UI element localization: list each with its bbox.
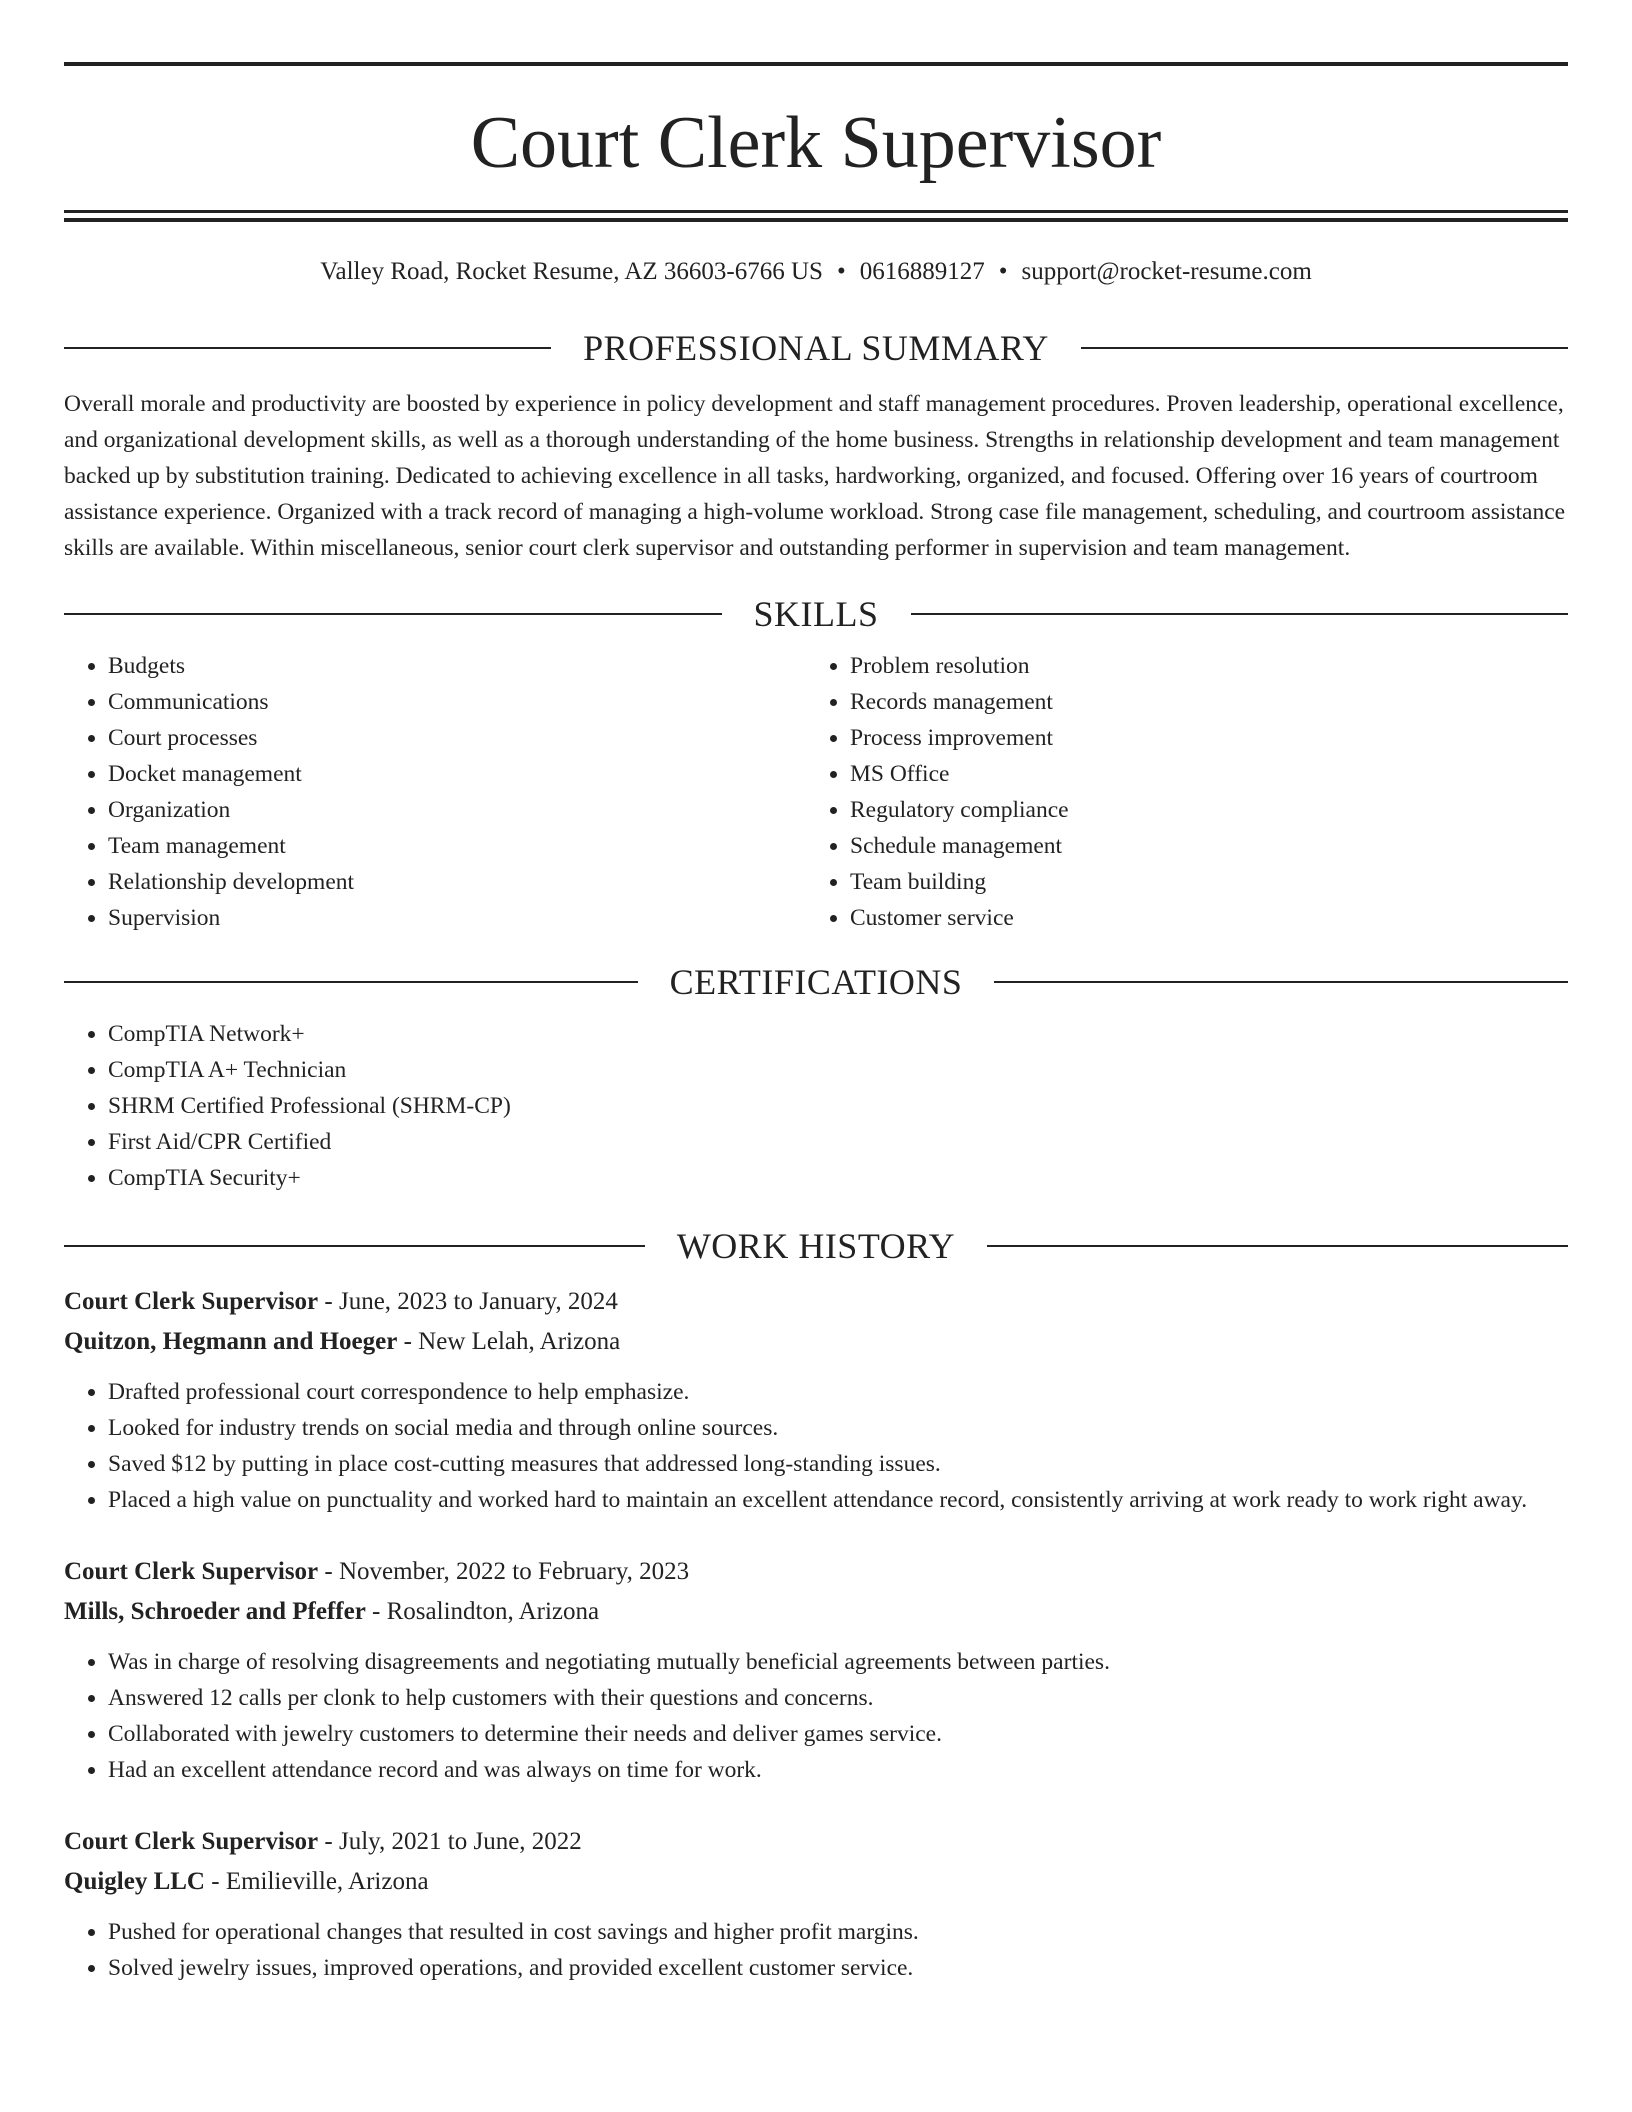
job-title-line: [64, 1822, 1568, 1862]
certification-item: • SHRM Certified Professional (SHRM-CP): [108, 1088, 1568, 1124]
heading-rule: [64, 347, 551, 349]
job-location: - New Lelah, Arizona: [397, 1328, 621, 1355]
contact-separator: •: [836, 258, 846, 285]
skills-list: [64, 648, 1568, 936]
job-entry: [64, 1822, 1568, 1986]
summary-heading: PROFESSIONAL SUMMARY: [583, 328, 1049, 368]
skill-item: • Regulatory compliance: [850, 792, 1548, 828]
job-bullet: • Answered 12 calls per clonk to help customers with their questions and concerns.: [108, 1680, 1568, 1716]
job-bullet: • Placed a high value on punctuality and worked hard to maintain an excellent attendance record, consistently arriving at work ready to work right away.: [108, 1482, 1568, 1518]
certification-item: • CompTIA Network+: [108, 1016, 1568, 1052]
certification-item: • CompTIA Security+: [108, 1160, 1568, 1196]
contact-line: [64, 258, 1568, 286]
skill-item: • Organization: [108, 792, 806, 828]
job-bullet: • Looked for industry trends on social media and through online sources.: [108, 1410, 1568, 1446]
skill-item: • Communications: [108, 684, 806, 720]
job-title: Court Clerk Supervisor: [64, 1288, 319, 1315]
job-company: Quigley LLC: [64, 1868, 205, 1895]
job-bullet: • Pushed for operational changes that resulted in cost savings and higher profit margins.: [108, 1914, 1568, 1950]
heading-rule: [64, 981, 638, 983]
work-history-heading: WORK HISTORY: [676, 1226, 956, 1266]
job-title: Court Clerk Supervisor: [64, 1558, 319, 1585]
heading-rule: [64, 1245, 645, 1247]
contact-email: support@rocket-resume.com: [1021, 258, 1312, 285]
summary-text: Overall morale and productivity are boosted by experience in policy development and staff management procedures. Proven leadership, operational excellence, and organizational development skills, as well as a thorough understanding of the home business. Strengths in relationship development and team management backed up by substitution training. Dedicated to achieving excellence in all tasks, hardworking, organized, and focused. Offering over 16 years of courtroom assistance experience. Organized with a track record of managing a high-volume workload. Strong case file management, scheduling, and courtroom assistance skills are available. Within miscellaneous, senior court clerk supervisor and outstanding performer in supervision and team management.: [64, 391, 1566, 561]
job-title: Court Clerk Supervisor: [64, 1828, 319, 1855]
title-double-rule: [64, 210, 1568, 222]
certifications-heading: CERTIFICATIONS: [669, 962, 963, 1002]
job-location: - Rosalindton, Arizona: [365, 1598, 600, 1625]
certification-item: • First Aid/CPR Certified: [108, 1124, 1568, 1160]
job-company: Mills, Schroeder and Pfeffer: [64, 1598, 366, 1625]
job-bullet: • Was in charge of resolving disagreements and negotiating mutually beneficial agreements between parties.: [108, 1644, 1568, 1680]
job-bullet: • Drafted professional court correspondence to help emphasize.: [108, 1374, 1568, 1410]
job-dates: - July, 2021 to June, 2022: [318, 1828, 582, 1855]
skill-item: • Team management: [108, 828, 806, 864]
contact-phone: 0616889127: [859, 258, 985, 285]
heading-rule: [994, 981, 1568, 983]
skill-item: • Team building: [850, 864, 1548, 900]
skill-item: • Records management: [850, 684, 1548, 720]
job-bullet: • Collaborated with jewelry customers to determine their needs and deliver games service.: [108, 1716, 1568, 1752]
job-bullet: • Solved jewelry issues, improved operations, and provided excellent customer service.: [108, 1950, 1568, 1986]
job-dates: - June, 2023 to January, 2024: [318, 1288, 618, 1315]
job-bullet: • Had an excellent attendance record and was always on time for work.: [108, 1752, 1568, 1788]
job-company-line: [64, 1862, 1568, 1902]
certification-item: • CompTIA A+ Technician: [108, 1052, 1568, 1088]
summary-section-heading: [64, 330, 1568, 366]
certifications-section-heading: [64, 964, 1568, 1000]
job-location: - Emilieville, Arizona: [205, 1868, 429, 1895]
skill-item: • Court processes: [108, 720, 806, 756]
job-entry: [64, 1552, 1568, 1788]
contact-separator: •: [998, 258, 1008, 285]
skill-item: • Supervision: [108, 900, 806, 936]
job-company: Quitzon, Hegmann and Hoeger: [64, 1328, 398, 1355]
job-bullet: • Saved $12 by putting in place cost-cutting measures that addressed long-standing issues.: [108, 1446, 1568, 1482]
heading-rule: [911, 613, 1569, 615]
certifications-list: [64, 1016, 1568, 1196]
heading-rule: [987, 1245, 1568, 1247]
skill-item: • MS Office: [850, 756, 1548, 792]
job-title-line: [64, 1282, 1568, 1322]
page-title: Court Clerk Supervisor: [470, 102, 1162, 184]
heading-rule: [64, 613, 722, 615]
job-company-line: [64, 1322, 1568, 1362]
resume-page: [64, 62, 1568, 1986]
job-company-line: [64, 1592, 1568, 1632]
skill-item: • Process improvement: [850, 720, 1548, 756]
skill-item: • Budgets: [108, 648, 806, 684]
skill-item: • Problem resolution: [850, 648, 1548, 684]
skills-section-heading: [64, 596, 1568, 632]
contact-address: Valley Road, Rocket Resume, AZ 36603-6766 US: [320, 258, 823, 285]
skill-item: • Relationship development: [108, 864, 806, 900]
heading-rule: [1081, 347, 1568, 349]
job-dates: - November, 2022 to February, 2023: [318, 1558, 690, 1585]
skill-item: • Schedule management: [850, 828, 1548, 864]
job-entry: [64, 1282, 1568, 1518]
skills-heading: SKILLS: [753, 594, 879, 634]
job-title-line: [64, 1552, 1568, 1592]
work-history-section-heading: [64, 1228, 1568, 1264]
skill-item: • Customer service: [850, 900, 1548, 936]
skills-column-left: [64, 648, 806, 936]
skills-column-right: [806, 648, 1548, 936]
skill-item: • Docket management: [108, 756, 806, 792]
top-rule: [64, 62, 1568, 66]
